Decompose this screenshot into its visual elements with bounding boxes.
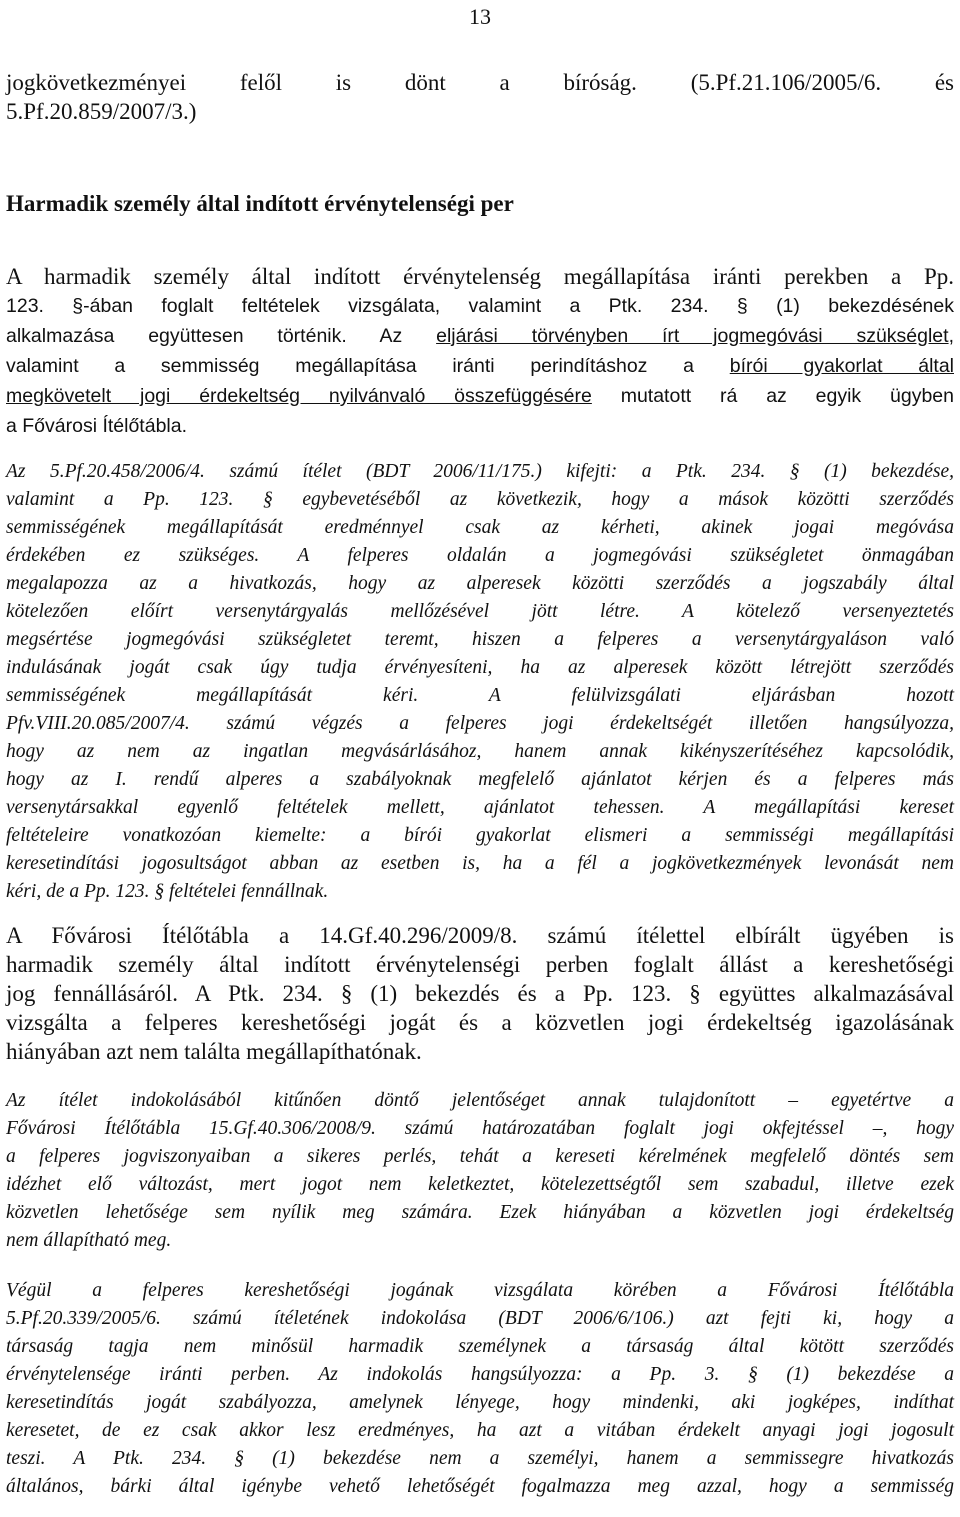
paragraph-2 bbox=[6, 458, 954, 906]
text-line: hiányában azt nem találta megállapíthatónak. bbox=[6, 1039, 422, 1064]
paragraph-3 bbox=[6, 921, 954, 1066]
section-heading: Harmadik személy által indított érvénytelenségi per bbox=[6, 191, 514, 216]
text-line: valamint a Pp. 123. § egybevetéséből az következik, hogy a mások közötti szerződés bbox=[6, 489, 954, 510]
text-line: érdekében ez szükséges. A felperes oldalán a jogmegóvási szükségletet önmagában bbox=[6, 545, 954, 566]
document-body bbox=[6, 68, 954, 1501]
page-number: 13 bbox=[469, 4, 491, 29]
text-line: megsértése jogmegóvási szükségletet teremt, hiszen a felperes a versenytárgyaláson való bbox=[6, 629, 954, 650]
underlined-text: eljárási törvényben írt jogmegóvási szükséglet bbox=[436, 325, 949, 347]
paragraph-1 bbox=[6, 262, 954, 441]
text-segment: valamint a semmisség megállapítása iránti perindításhoz a bbox=[6, 355, 730, 377]
text-line: semmisségének megállapítását kéri. A felülvizsgálati eljárásban hozott bbox=[6, 685, 954, 706]
text-line: a felperes jogviszonyaiban a sikeres perlés, tehát a kereseti kérelmének megfelelő döntés sem bbox=[6, 1146, 954, 1167]
text-segment: alkalmazása együttesen történik. Az bbox=[6, 325, 437, 347]
text-segment: , bbox=[948, 325, 954, 347]
text-line: a Fővárosi Ítélőtábla. bbox=[6, 415, 188, 437]
intro-paragraph bbox=[6, 68, 954, 126]
paragraph-4 bbox=[6, 1087, 954, 1255]
text-line: teszi. A Ptk. 234. § (1) bekezdése nem a személyi, hanem a semmissegre hivatkozás bbox=[6, 1448, 954, 1469]
text-line: érvénytelensége iránti perben. Az indokolás hangsúlyozza: a Pp. 3. § (1) bekezdése a bbox=[6, 1364, 954, 1385]
text-line: harmadik személy által indított érvénytelenségi perben foglalt állást a kereshetőségi bbox=[6, 952, 954, 977]
text-line: Az 5.Pf.20.458/2006/4. számú ítélet (BDT 2006/11/175.) kifejti: a Ptk. 234. § (1) bekezdése, bbox=[6, 461, 954, 482]
text-line: 5.Pf.20.859/2007/3.) bbox=[6, 99, 197, 124]
text-line: feltételeire vonatkozóan kiemelte: a bírói gyakorlat elismeri a semmisségi megállapítási bbox=[6, 825, 954, 846]
text-line: vizsgálta a felperes kereshetőségi jogát és a közvetlen jogi érdekeltség igazolásának bbox=[6, 1010, 954, 1035]
text-line: közvetlen lehetősége sem nyílik meg számára. Ezek hiányában a közvetlen jogi érdekeltség bbox=[6, 1202, 954, 1223]
text-line: megalapozza az a hivatkozás, hogy az alperesek közötti szerződés a jogszabály által bbox=[6, 573, 954, 594]
text-line: hogy az I. rendű alperes a szabályoknak megfelelő ajánlatot kérjen és a felperes más bbox=[6, 769, 954, 790]
text-line: 123. §-ában foglalt feltételek vizsgálata, valamint a Ptk. 234. § (1) bekezdésének bbox=[6, 295, 954, 317]
text-line: jogkövetkezményei felől is dönt a bíróság. (5.Pf.21.106/2005/6. és bbox=[6, 70, 954, 95]
underlined-text: bírói gyakorlat által bbox=[729, 355, 954, 377]
underlined-text: megkövetelt jogi érdekeltség nyilvánvaló összefüggésére bbox=[6, 385, 592, 407]
text-line: Pfv.VIII.20.085/2007/4. számú végzés a felperes jogi érdekeltségét illetően hangsúlyozza, bbox=[6, 713, 954, 734]
text-line: keresetet, de ez csak akkor lesz eredményes, ha azt a vitában érdekelt anyagi jogi jogosult bbox=[6, 1420, 954, 1441]
text-line: keresetindítási jogosultságot abban az esetben is, ha a fél a jogkövetkezmények levonását nem bbox=[6, 853, 954, 874]
text-line: hogy az nem az ingatlan megvásárlásához, hanem annak kikényszerítéséhez kapcsolódik, bbox=[6, 741, 954, 762]
text-line: társaság tagja nem minősül harmadik személynek a társaság által kötött szerződés bbox=[6, 1336, 954, 1357]
text-line bbox=[6, 351, 954, 381]
text-line: általános, bárki által igénybe vehető lehetőségét fogalmazza meg azzal, hogy a semmisség bbox=[6, 1476, 954, 1497]
text-line bbox=[6, 381, 954, 411]
text-line: kéri, de a Pp. 123. § feltételei fennállnak. bbox=[6, 881, 329, 902]
text-line: versenytársakkal egyenlő feltételek mellett, ajánlatot tehessen. A megállapítási kereset bbox=[6, 797, 954, 818]
paragraph-5 bbox=[6, 1277, 954, 1501]
text-line: A Fővárosi Ítélőtábla a 14.Gf.40.296/2009/8. számú ítélettel elbírált ügyében is bbox=[6, 923, 954, 948]
text-line: idézhet elő változást, mert jogot nem keletkeztet, kötelezettségtől sem szabadul, illetve ezek bbox=[6, 1174, 954, 1195]
text-line: keresetindítás jogát szabályozza, amelynek lényege, hogy mindenki, aki jogképes, indíthat bbox=[6, 1392, 954, 1413]
text-line: indulásának jogát csak úgy tudja érvényesíteni, ha az alperesek között létrejött szerződés bbox=[6, 657, 954, 678]
text-line: kötelezően előírt versenytárgyalás mellőzésével jött létre. A kötelező versenyeztetés bbox=[6, 601, 954, 622]
text-line: jog fennállásáról. A Ptk. 234. § (1) bekezdés és a Pp. 123. § együttes alkalmazásával bbox=[6, 981, 954, 1006]
text-line: Fővárosi Ítélőtábla 15.Gf.40.306/2008/9. számú határozatában foglalt jogi okfejtéssel –, hogy bbox=[6, 1118, 954, 1139]
text-line: Végül a felperes kereshetőségi jogának vizsgálata körében a Fővárosi Ítélőtábla bbox=[6, 1280, 954, 1301]
text-line: Az ítélet indokolásából kitűnően döntő jelentőséget annak tulajdonított – egyetértve a bbox=[6, 1090, 954, 1111]
text-segment: mutatott rá az egyik ügyben bbox=[591, 385, 954, 407]
text-line: semmisségének megállapítását eredménnyel csak az kérheti, akinek jogai megóvása bbox=[6, 517, 954, 538]
text-line: nem állapítható meg. bbox=[6, 1230, 172, 1251]
text-line bbox=[6, 321, 954, 351]
text-line: A harmadik személy által indított érvénytelenség megállapítása iránti perekben a Pp. bbox=[6, 264, 954, 289]
text-line: 5.Pf.20.339/2005/6. számú ítéletének indokolása (BDT 2006/6/106.) azt fejti ki, hogy a bbox=[6, 1308, 954, 1329]
